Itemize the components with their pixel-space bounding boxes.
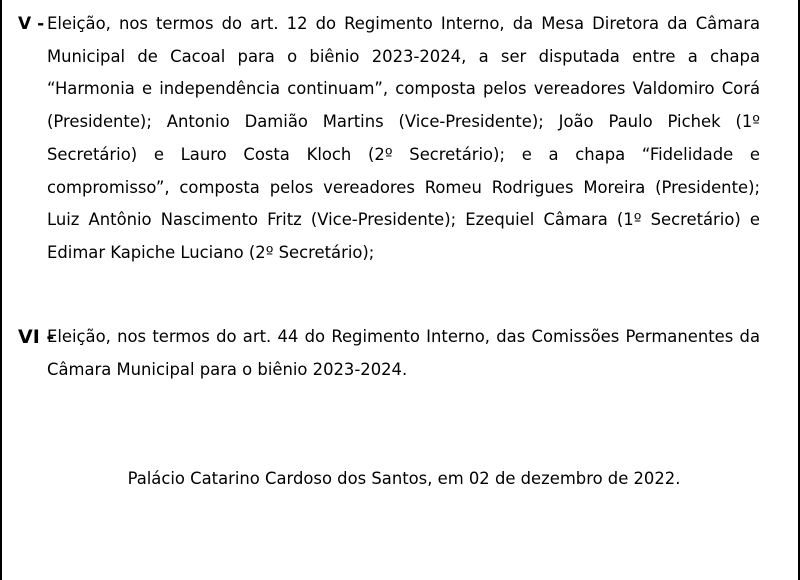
item-marker: VI - [18, 326, 55, 348]
item-text: Eleição, nos termos do art. 44 do Regimento Interno, das Comissões Permanentes da Câmara Municipal para o biênio 2023-2024. [47, 327, 760, 379]
agenda-item-v [18, 8, 760, 270]
digital-signature-footer [0, 568, 800, 580]
agenda-item-vi [18, 321, 760, 386]
item-marker: V - [18, 14, 45, 34]
closing-place-date: Palácio Catarino Cardoso dos Santos, em 02 de dezembro de 2022. [127, 469, 681, 488]
item-text: Eleição, nos termos do art. 12 do Regimento Interno, da Mesa Diretora da Câmara Municipal de Cacoal para o biênio 2023-2024, a ser disputada entre a chapa “Harmonia e independência continuam”, composta pelos vereadores Valdomiro Corá (Presidente); Antonio Damião Martins (Vice-Presidente); João Paulo Pichek (1º Secretário) e Lauro Costa Kloch (2º Secretário); e a chapa “Fidelidade e compromisso”, composta pelos vereadores Romeu Rodrigues Moreira (Presidente); Luiz Antônio Nascimento Fritz (Vice-Presidente); Ezequiel Câmara (1º Secretário) e Edimar Kapiche Luciano (2º Secretário); [47, 14, 760, 262]
